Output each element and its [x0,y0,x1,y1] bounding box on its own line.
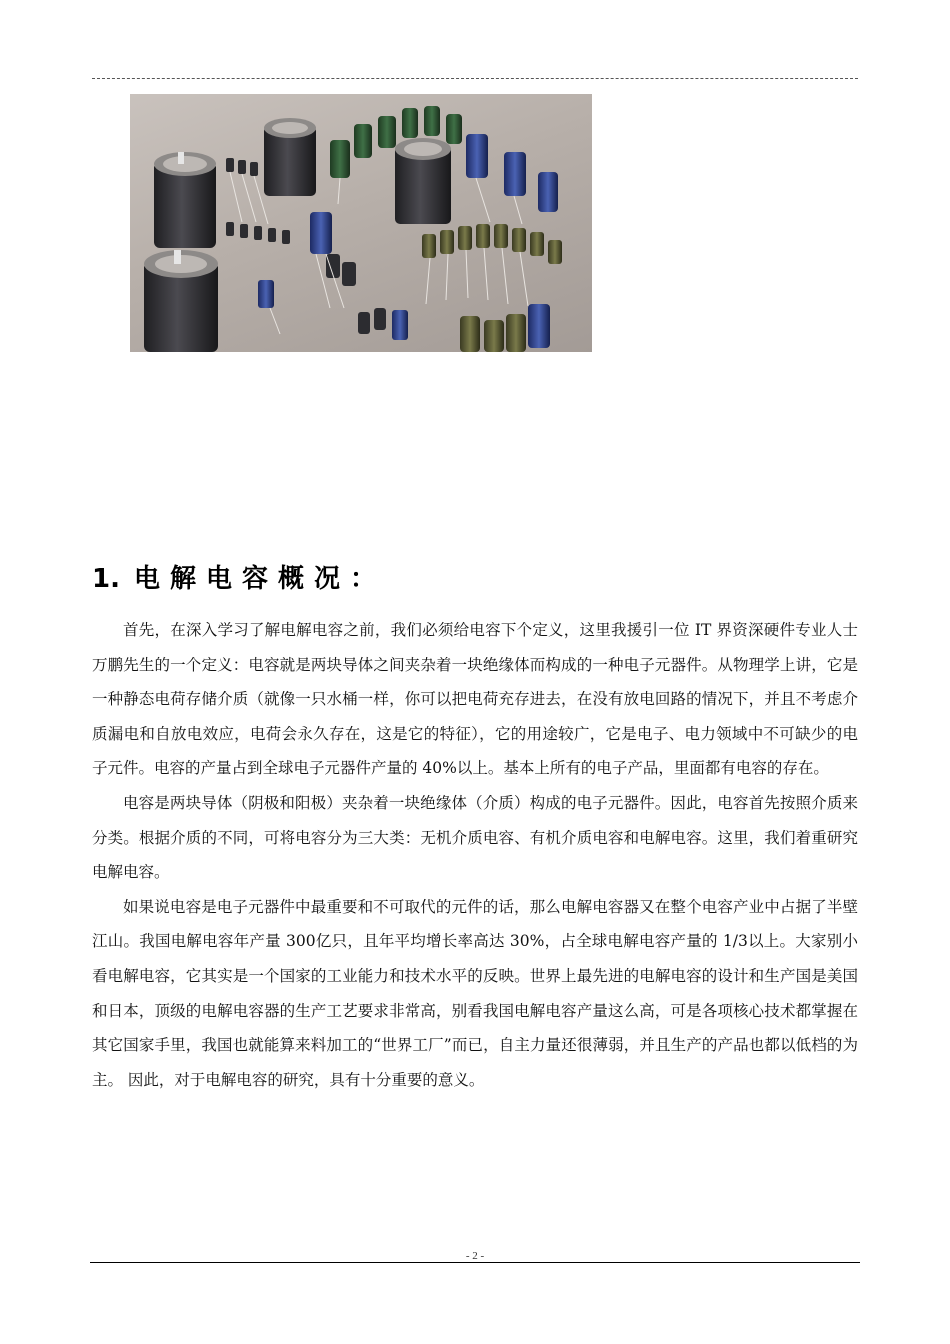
large-capacitor [395,138,451,224]
section-title: 电解电容概况： [133,564,386,594]
paragraph: 首先，在深入学习了解电解电容之前，我们必须给电容下个定义，这里我援引一位 IT 界资深硬件专业人士万鹏先生的一个定义：电容就是两块导体之间夹杂着一块绝缘体而构成的一种电子元器件。从物理学上讲，它是一种静态电荷存储介质（就像一只水桶一样，你可以把电荷充存进去，在没有放电回路的情况下，并且不考虑介质漏电和自放电效应，电荷会永久存在，这是它的特征），它的用途较广，它是电子、电力领域中不可缺少的电子元件。电容的产量占到全球电子元器件产量的 40%以上。基本上所有的电子产品，里面都有电容的存在。 [92,621,858,778]
large-capacitor [154,152,216,248]
paragraph: 如果说电容是电子元器件中最重要和不可取代的元件的话，那么电解电容器又在整个电容产业中占据了半壁江山。我国电解电容年产量 300亿只，且年平均增长率高达 30%，占全球电解电容产量的 1/3以上。大家别小看电解电容，它其实是一个国家的工业能力和技术水平的反映。世界上最先进的电解电容的设计和生产国是美国和日本，顶级的电解电容器的生产工艺要求非常高，别看我国电解电容产量这么高，可是各项核心技术都掌握在其它国家手里，我国也就能算来料加工的“世界工厂”而已，自主力量还很薄弱，并且生产的产品也都以低档的为主。 因此，对于电解电容的研究，具有十分重要的意义。 [92,897,858,1089]
section-heading [92,558,386,595]
large-capacitor [264,118,316,196]
footer-rule [90,1262,860,1263]
capacitor-illustration [130,94,592,352]
section-number: 1. [92,564,120,594]
capacitor-photo [130,94,592,352]
header-rule [92,78,858,79]
paragraph: 电容是两块导体（阴极和阳极）夹杂着一块绝缘体（介质）构成的电子元器件。因此，电容首先按照介质来分类。根据介质的不同，可将电容分为三大类：无机介质电容、有机介质电容和电解电容。这里，我们着重研究电解电容。 [92,793,858,882]
large-capacitor [144,250,218,352]
body-text [92,613,858,1097]
page-number: - 2 - [465,1250,485,1262]
